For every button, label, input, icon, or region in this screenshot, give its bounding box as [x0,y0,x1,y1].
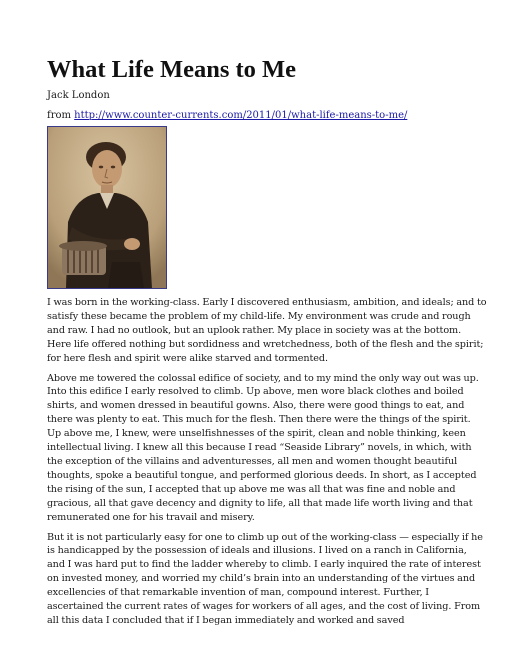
portrait-image [48,127,166,288]
author-name: Jack London [47,90,110,101]
author-portrait-photo [47,126,167,289]
paragraph: But it is not particularly easy for one to climb up out of the working-class — especially if he is handicapped by the possession of ideals and illusions. I lived on a ranch in California, and I was hard put to find the ladder whereby to climb. I early inquired the rate of interest on invested money, and worried my child’s brain into an understanding of the virtues and excellencies of that remarkable invention of man, compound interest. Further, I ascertained the current rates of wages for workers of all ages, and the cost of living. From all this data I concluded that if I began immediately and worked and saved [47,531,483,626]
source-line [47,109,407,122]
article-title: What Life Means to Me [47,56,297,83]
article-body [47,296,487,634]
source-prefix: from [47,110,71,121]
source-link[interactable]: http://www.counter-currents.com/2011/01/what-life-means-to-me/ [74,110,408,121]
paragraph: Above me towered the colossal edifice of society, and to my mind the only way out was up. Into this edifice I early resolved to climb. Up above, men wore black clothes and boiled shirts, and women dressed in beautiful gowns. Also, there were good things to eat, and there was plenty to eat. This much for the flesh. Then there were the things of the spirit. Up above me, I knew, were unselfishnesses of the spirit, clean and noble thinking, keen intellectual living. I knew all this because I read “Seaside Library” novels, in which, with the exception of the villains and adventuresses, all men and women thought beautiful thoughts, spoke a beautiful tongue, and performed glorious deeds. In short, as I accepted the rising of the sun, I accepted that up above me was all that was fine and noble and gracious, all that gave decency and dignity to life, all that made life worth living and that remunerated one for his travail and misery. [47,372,479,523]
paragraph: I was born in the working-class. Early I discovered enthusiasm, ambition, and ideals; and to satisfy these became the problem of my child-life. My environment was crude and rough and raw. I had no outlook, but an uplook rather. My place in society was at the bottom. Here life offered nothing but sordidness and wretchedness, both of the flesh and the spirit; for here flesh and spirit were alike starved and tormented. [47,297,487,364]
